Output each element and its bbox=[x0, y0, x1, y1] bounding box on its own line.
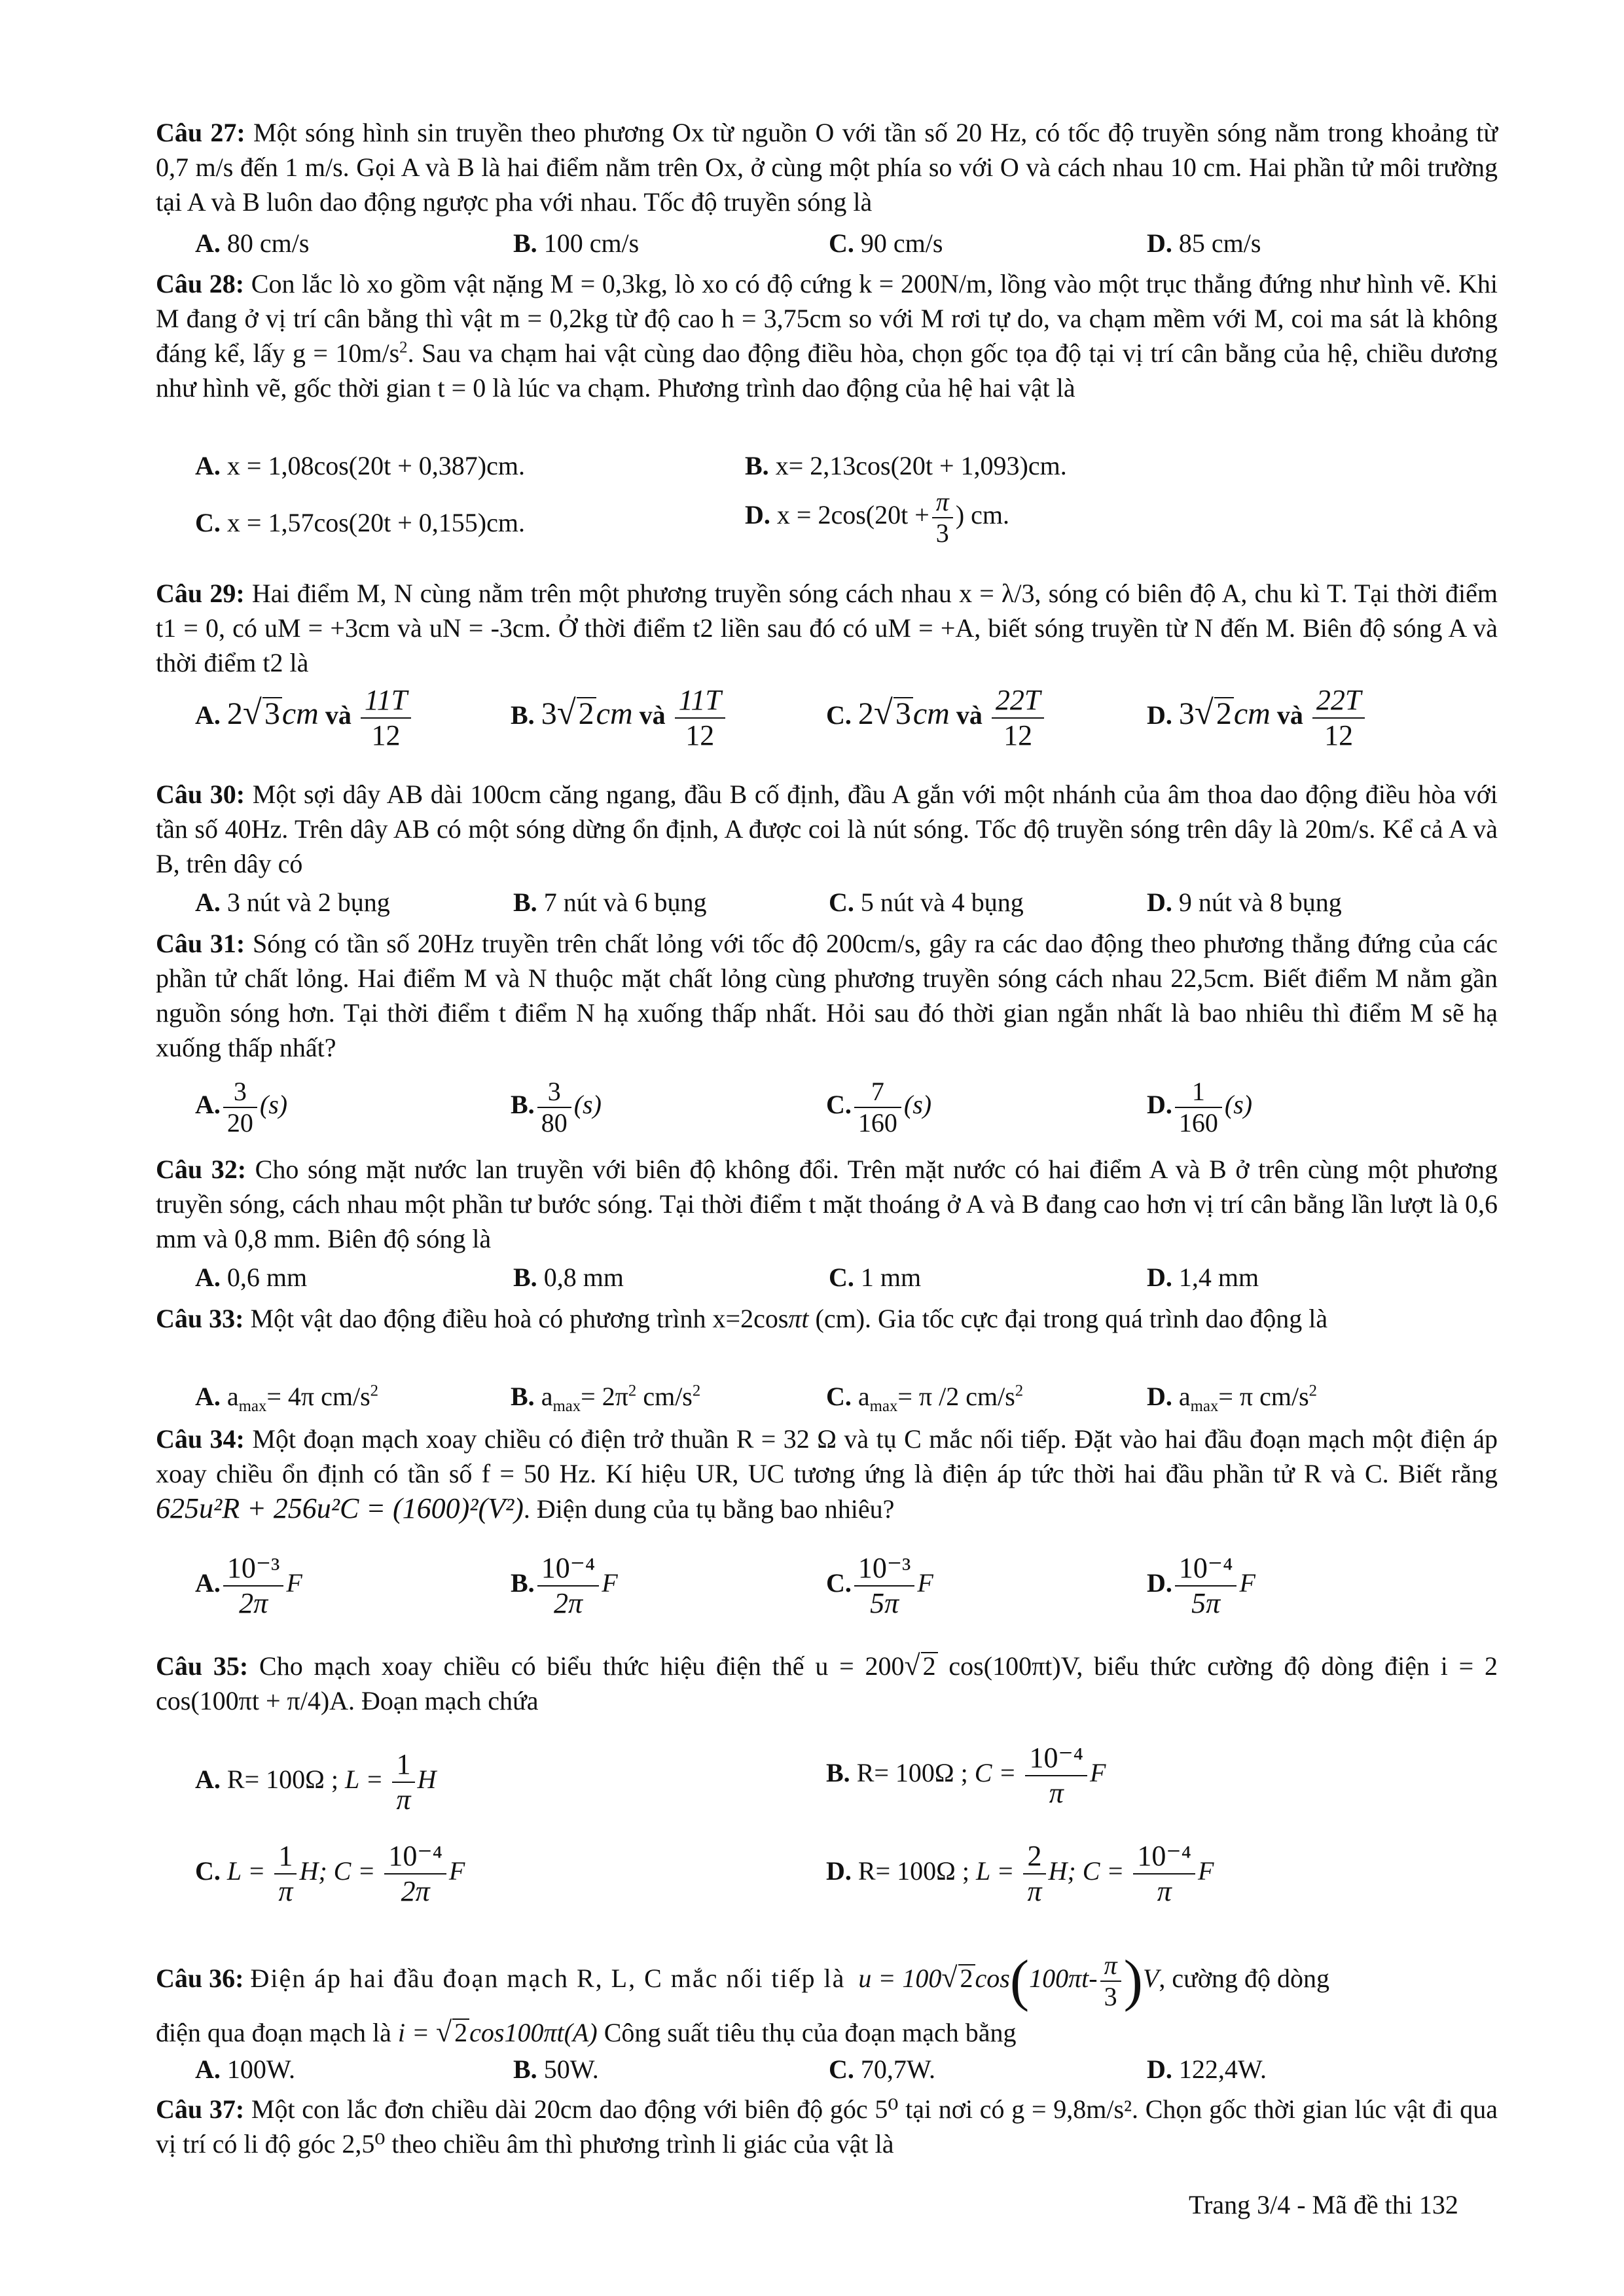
question-31: Câu 31: Sóng có tần số 20Hz truyền trên chất lỏng với tốc độ 200cm/s, gây ra các dao động theo phương thẳng đứng của các phần tử chất lỏng. Hai điểm M và N thuộc mặt chất lỏng cùng phương truyền sóng cách nhau 22,5cm. Biết điểm M nằm gần nguồn sóng hơn. Tại thời điểm t điểm N hạ xuống thấp nhất. Hỏi sau đó thời gian ngắn nhất là bao nhiêu thì điểm M sẽ hạ xuống thấp nhất? bbox=[156, 929, 1498, 1062]
q32-option-c[interactable]: C. 1 mm bbox=[829, 1263, 922, 1292]
q31-option-c[interactable]: C. $\frac{7}{160}$ (s) bbox=[826, 1077, 932, 1138]
q27-option-b[interactable]: B. 100 cm/s bbox=[513, 228, 640, 258]
question-35: Câu 35: Cho mạch xoay chiều có biểu thức hiệu điện thế u = 200√ 2 cos(100πt)V, biểu thức cường độ dòng điện i = 2 cos(100πt + π/4)A. Đoạn mạch chứa bbox=[156, 1649, 1498, 1715]
question-30: Câu 30: Một sợi dây AB dài 100cm căng ngang, đầu B cố định, đầu A gắn với một nhánh của âm thoa dao động điều hòa với tần số 40Hz. Trên dây AB có một sóng dừng ổn định, A được coi là nút sóng. Tốc độ truyền sóng trên dây là 20m/s. Kể cả A và B, trên dây có bbox=[156, 780, 1498, 878]
q36-option-b[interactable]: B. 50W. bbox=[513, 2054, 599, 2084]
q32-option-a[interactable]: A. 0,6 mm bbox=[195, 1263, 308, 1292]
question-28: Câu 28: Con lắc lò xo gồm vật nặng M = 0,3kg, lò xo có độ cứng k = 200N/m, lồng vào một trục thẳng đứng như hình vẽ. Khi M đang ở vị trí cân bằng thì vật m = 0,2kg từ độ cao h = 3,75cm so với M rơi tự do, va chạm mềm với M, coi ma sát là không đáng kể, lấy $g = 10m/s^2$. Sau va chạm hai vật cùng dao động điều hòa, chọn gốc tọa độ tại vị trí cân bằng của hệ, chiều dương như hình vẽ, gốc thời gian t = 0 là lúc va chạm. Phương trình dao động của hệ hai vật là bbox=[156, 269, 1498, 403]
q29-option-b[interactable]: B. 3√2cm và $\frac{11T}{12}$ bbox=[511, 683, 728, 753]
question-36-line1: Câu 36: Điện áp hai đầu đoạn mạch R, L, C mắc nối tiếp là u = 100√ 2cos(100πt- $\frac{\pi}{3}$ )V, cường độ dòng bbox=[156, 1949, 1330, 2013]
q33-option-d[interactable]: D. $a_{max}= \pi$ $cm/s^2$ bbox=[1147, 1382, 1318, 1415]
question-36-line2: điện qua đoạn mạch là i = √ 2cos100πt(A) Công suất tiêu thụ của đoạn mạch bằng bbox=[156, 2016, 1017, 2048]
q30-option-a[interactable]: A. 3 nút và 2 bụng bbox=[195, 888, 390, 917]
q34-option-b[interactable]: B. $\frac{\text{10⁻⁴}}{2\pi}$ F bbox=[511, 1552, 618, 1619]
q30-option-b[interactable]: B. 7 nút và 6 bụng bbox=[513, 888, 707, 917]
q27-option-d[interactable]: D. 85 cm/s bbox=[1147, 228, 1261, 258]
q28-option-a[interactable]: A. x = 1,08cos(20t + 0,387)cm. bbox=[195, 451, 525, 480]
q31-option-a[interactable]: A. $\frac{3}{20}$ (s) bbox=[195, 1077, 288, 1138]
question-34: Câu 34: Một đoạn mạch xoay chiều có điện trở thuần R = 32 Ω và tụ C mắc nối tiếp. Đặt vào hai đầu đoạn mạch một điện áp xoay chiều ổn định có tần số f = 50 Hz. Kí hiệu UR, UC tương ứng là điện áp tức thời hai đầu phần tử R và C. Biết rằng 625u²R + 256u²C = (1600)²(V²). Điện dung của tụ bằng bao nhiêu? bbox=[156, 1424, 1498, 1524]
q30-option-d[interactable]: D. 9 nút và 8 bụng bbox=[1147, 888, 1342, 917]
q33-option-c[interactable]: C. $a_{max}= \pi$ /2 $cm/s^2$ bbox=[826, 1382, 1024, 1415]
q36-option-a[interactable]: A. 100W. bbox=[195, 2054, 295, 2084]
q28-option-c[interactable]: C. x = 1,57cos(20t + 0,155)cm. bbox=[195, 508, 525, 537]
question-text: Một sóng hình sin truyền theo phương Ox từ nguồn O với tần số 20 Hz, có tốc độ truyền sóng nằm trong khoảng từ 0,7 m/s đến 1 m/s. Gọi A và B là hai điểm nằm trên Ox, ở cùng một phía so với O và cách nhau 10 cm. Hai phần tử môi trường tại A và B luôn dao động ngược pha với nhau. Tốc độ truyền sóng là bbox=[156, 118, 1498, 217]
q33-option-b[interactable]: B. $a_{max}= 2\pi^2$ $cm/s^2$ bbox=[511, 1382, 701, 1415]
q33-option-a[interactable]: A. $a_{max}= 4\pi$ $cm/s^2$ bbox=[195, 1382, 379, 1415]
q30-option-c[interactable]: C. 5 nút và 4 bụng bbox=[829, 888, 1024, 917]
question-label: Câu 27: bbox=[156, 118, 245, 147]
q35-option-a[interactable]: A. R= 100Ω ; L = $\frac{1}{\pi}$ H bbox=[195, 1748, 437, 1816]
page-footer: Trang 3/4 - Mã đề thi 132 bbox=[1189, 2190, 1458, 2219]
q29-option-c[interactable]: C. 2√3cm và $\frac{22T}{12}$ bbox=[826, 683, 1047, 753]
equation: 625u²R + 256u²C = (1600)²(V²) bbox=[156, 1492, 524, 1524]
q36-option-c[interactable]: C. 70,7W. bbox=[829, 2054, 935, 2084]
q29-option-d[interactable]: D. 3√2cm và $\frac{22T}{12}$ bbox=[1147, 683, 1367, 753]
q28-option-b[interactable]: B. x= 2,13cos(20t + 1,093)cm. bbox=[745, 451, 1067, 480]
q34-option-d[interactable]: D. $\frac{\text{10⁻⁴}}{5\pi}$ F bbox=[1147, 1552, 1255, 1619]
q34-option-a[interactable]: A. $\frac{\text{10⁻³}}{2\pi}$ F bbox=[195, 1552, 302, 1619]
q31-option-d[interactable]: D. $\frac{1}{160}$ (s) bbox=[1147, 1077, 1253, 1138]
question-37: Câu 37: Một con lắc đơn chiều dài 20cm dao động với biên độ góc 5⁰ tại nơi có g = 9,8m/s². Chọn gốc thời gian lúc vật đi qua vị trí có li độ góc 2,5⁰ theo chiều âm thì phương trình li giác của vật là bbox=[156, 2094, 1498, 2159]
question-33: Câu 33: Một vật dao động điều hoà có phương trình x=2cosπt (cm). Gia tốc cực đại trong quá trình dao động là bbox=[156, 1304, 1328, 1333]
q35-option-d[interactable]: D. R= 100Ω ; L = $\frac{2}{\pi}$ H; C = $\frac{\text{10⁻⁴}}{\pi}$ F bbox=[826, 1840, 1214, 1907]
q35-option-c[interactable]: C. L = $\frac{1}{\pi}$ H; C = $\frac{\text{10⁻⁴}}{2\pi}$ F bbox=[195, 1840, 465, 1907]
q29-option-a[interactable]: A. 2√3cm và $\frac{11T}{12}$ bbox=[195, 683, 414, 753]
q35-option-b[interactable]: B. R= 100Ω ; C = $\frac{\text{10⁻⁴}}{\pi}$ F bbox=[826, 1742, 1106, 1809]
q27-option-a[interactable]: A. 80 cm/s bbox=[195, 228, 310, 258]
q32-option-b[interactable]: B. 0,8 mm bbox=[513, 1263, 624, 1292]
question-32: Câu 32: Cho sóng mặt nước lan truyền với biên độ không đổi. Trên mặt nước có hai điểm A và B ở trên cùng một phương truyền sóng, cách nhau một phần tư bước sóng. Tại thời điểm t mặt thoáng ở A và B đang cao hơn vị trí cân bằng lần lượt là 0,6 mm và 0,8 mm. Biên độ sóng là bbox=[156, 1155, 1498, 1253]
q34-option-c[interactable]: C. $\frac{\text{10⁻³}}{5\pi}$ F bbox=[826, 1552, 933, 1619]
question-29: Câu 29: Hai điểm M, N cùng nằm trên một phương truyền sóng cách nhau x = λ/3, sóng có biên độ A, chu kì T. Tại thời điểm t1 = 0, có uM = +3cm và uN = -3cm. Ở thời điểm t2 liền sau đó có uM = +A, biết sóng truyền từ N đến M. Biên độ sóng A và thời điểm t2 là bbox=[156, 579, 1498, 677]
q31-option-b[interactable]: B. $\frac{3}{80}$ (s) bbox=[511, 1077, 602, 1138]
q28-option-d[interactable]: D. x = 2cos(20t + $\frac{\pi}{3}$ ) cm. bbox=[745, 487, 1009, 548]
q32-option-d[interactable]: D. 1,4 mm bbox=[1147, 1263, 1259, 1292]
q27-option-c[interactable]: C. 90 cm/s bbox=[829, 228, 943, 258]
q36-option-d[interactable]: D. 122,4W. bbox=[1147, 2054, 1267, 2084]
question-27 bbox=[156, 115, 1498, 219]
